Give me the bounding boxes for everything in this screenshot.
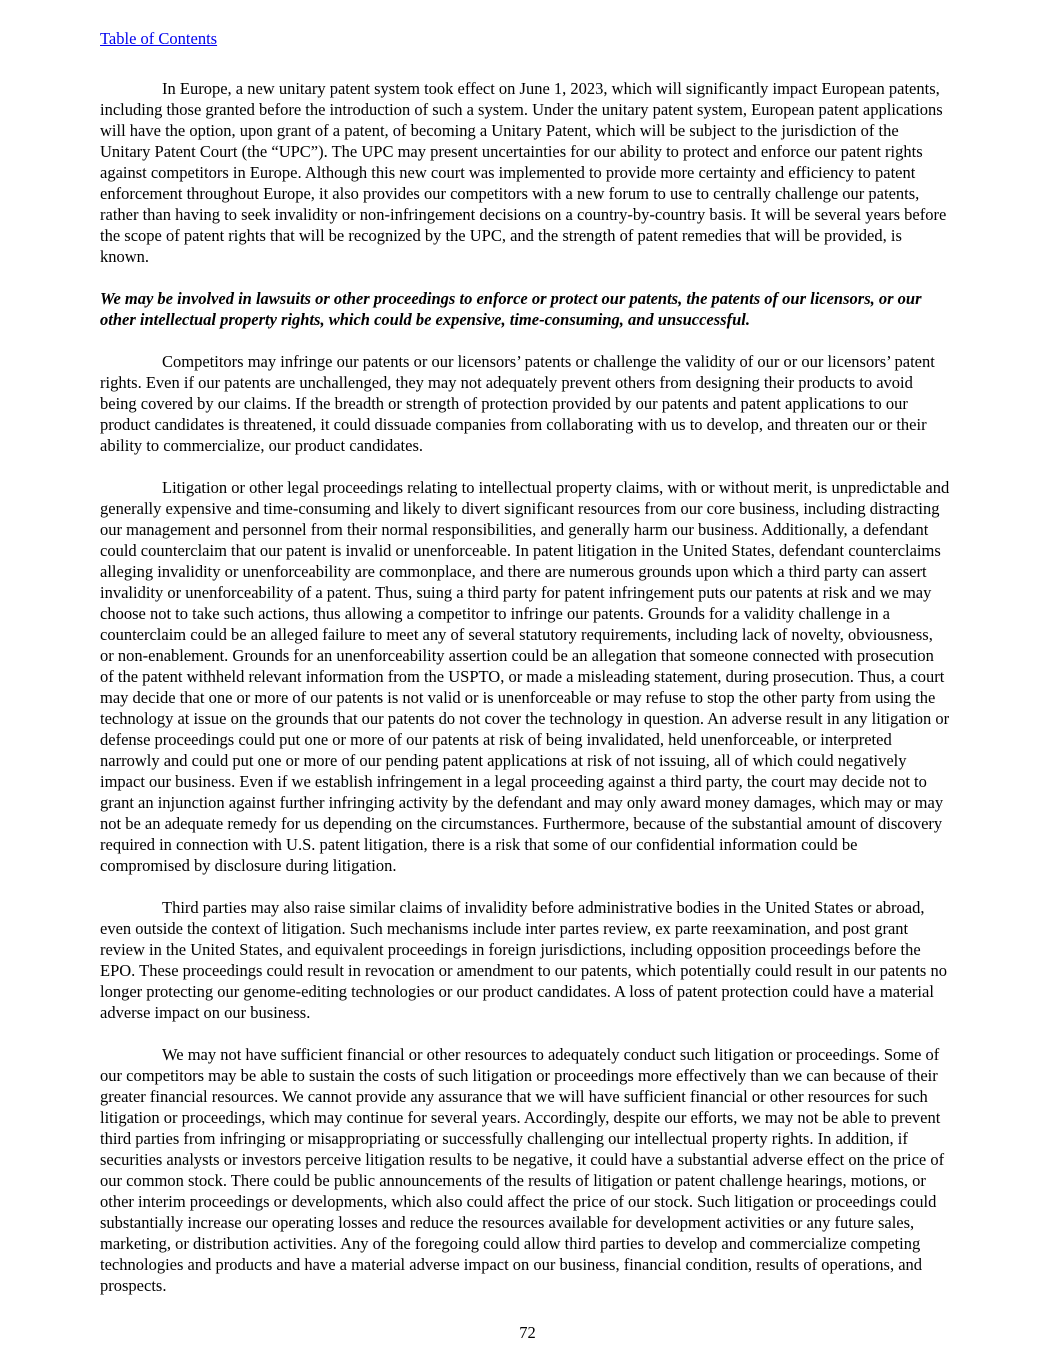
risk-factor-heading-lawsuits: We may be involved in lawsuits or other proceedings to enforce or protect our patents, the patents of our licensors, or our other intellectual property rights, which could be expensive, time-consuming, and unsuccessful. [100, 289, 922, 329]
header-area [100, 28, 950, 49]
paragraph-insufficient-resources: We may not have sufficient financial or other resources to adequately conduct such litigation or proceedings. Some of our competitors may be able to sustain the costs of such litigation or proceedings more effectively than we can because of their greater financial resources. We cannot provide any assurance that we will have sufficient financial or other resources for such litigation or proceedings, which may continue for several years. Accordingly, despite our efforts, we may not be able to prevent third parties from infringing or misappropriating or successfully challenging our intellectual property rights. In addition, if securities analysts or investors perceive litigation results to be negative, it could have a substantial adverse effect on the price of our common stock. There could be public announcements of the results of litigation or patent challenge hearings, motions, or other interim proceedings or developments, which also could affect the price of our stock. Such litigation or proceedings could substantially increase our operating losses and reduce the resources available for development activities or any future sales, marketing, or distribution activities. Any of the foregoing could allow third parties to develop and commercialize competing technologies and products and have a material adverse impact on our business, financial condition, results of operations, and prospects. [100, 1045, 945, 1295]
paragraph-third-parties-invalidity: Third parties may also raise similar claims of invalidity before administrative bodies in the United States or abroad, even outside the context of litigation. Such mechanisms include inter partes review, ex parte reexamination, and post grant review in the United States, and equivalent proceedings in foreign jurisdictions, including opposition proceedings before the EPO. These proceedings could result in revocation or amendment to our patents, which potentially could result in our patents no longer protecting our genome-editing technologies or our product candidates. A loss of patent protection could have a material adverse impact on our business. [100, 898, 947, 1022]
page-footer [0, 1322, 1055, 1343]
page-number: 72 [519, 1323, 536, 1342]
document-body [100, 78, 950, 1296]
paragraph-competitors-infringe: Competitors may infringe our patents or our licensors’ patents or challenge the validity of our or our licensors’ patent rights. Even if our patents are unchallenged, they may not adequately prevent others from designing their products to avoid being covered by our claims. If the breadth or strength of protection provided by our patents and patent applications to our product candidates is threatened, it could dissuade companies from collaborating with us to develop, and threaten our or their ability to commercialize, our product candidates. [100, 352, 935, 455]
paragraph-unitary-patent-system: In Europe, a new unitary patent system took effect on June 1, 2023, which will significantly impact European patents, including those granted before the introduction of such a system. Under the unitary patent system, European patent applications will have the option, upon grant of a patent, of becoming a Unitary Patent, which will be subject to the jurisdiction of the Unitary Patent Court (the “UPC”). The UPC may present uncertainties for our ability to protect and enforce our patent rights against competitors in Europe. Although this new court was implemented to provide more certainty and efficiency to patent enforcement throughout Europe, it also provides our competitors with a new forum to use to centrally challenge our patents, rather than having to seek invalidity or non-infringement decisions on a country-by-country basis. It will be several years before the scope of patent rights that will be recognized by the UPC, and the strength of patent remedies that will be provided, is known. [100, 79, 947, 266]
table-of-contents-link[interactable]: Table of Contents [100, 29, 218, 48]
paragraph-litigation-proceedings: Litigation or other legal proceedings relating to intellectual property claims, with or without merit, is unpredictable and generally expensive and time-consuming and likely to divert significant resources from our core business, including distracting our management and personnel from their normal responsibilities, and generally harm our business. Additionally, a defendant could counterclaim that our patent is invalid or unenforceable. In patent litigation in the United States, defendant counterclaims alleging invalidity or unenforceability are commonplace, and there are numerous grounds upon which a third party can assert invalidity or unenforceability of a patent. Thus, suing a third party for patent infringement puts our patents at risk and we may choose not to take such actions, thus allowing a competitor to infringe our patents. Grounds for a validity challenge in a counterclaim could be an alleged failure to meet any of several statutory requirements, including lack of novelty, obviousness, or non-enablement. Grounds for an unenforceability assertion could be an allegation that someone connected with prosecution of the patent withheld relevant information from the USPTO, or made a misleading statement, during prosecution. Thus, a court may decide that one or more of our patents is not valid or is unenforceable or may refuse to stop the other party from using the technology at issue on the grounds that our patents do not cover the technology in question. An adverse result in any litigation or defense proceedings could put one or more of our patents at risk of being invalidated, held unenforceable, or interpreted narrowly and could put one or more of our pending patent applications at risk of not issuing, all of which could negatively impact our business. Even if we establish infringement in a legal proceeding against a third party, the court may decide not to grant an injunction against further infringing activity by the defendant and may only award money damages, which may or may not be an adequate remedy for us depending on the circumstances. Furthermore, because of the substantial amount of discovery required in connection with U.S. patent litigation, there is a risk that some of our confidential information could be compromised by disclosure during litigation. [100, 478, 950, 875]
